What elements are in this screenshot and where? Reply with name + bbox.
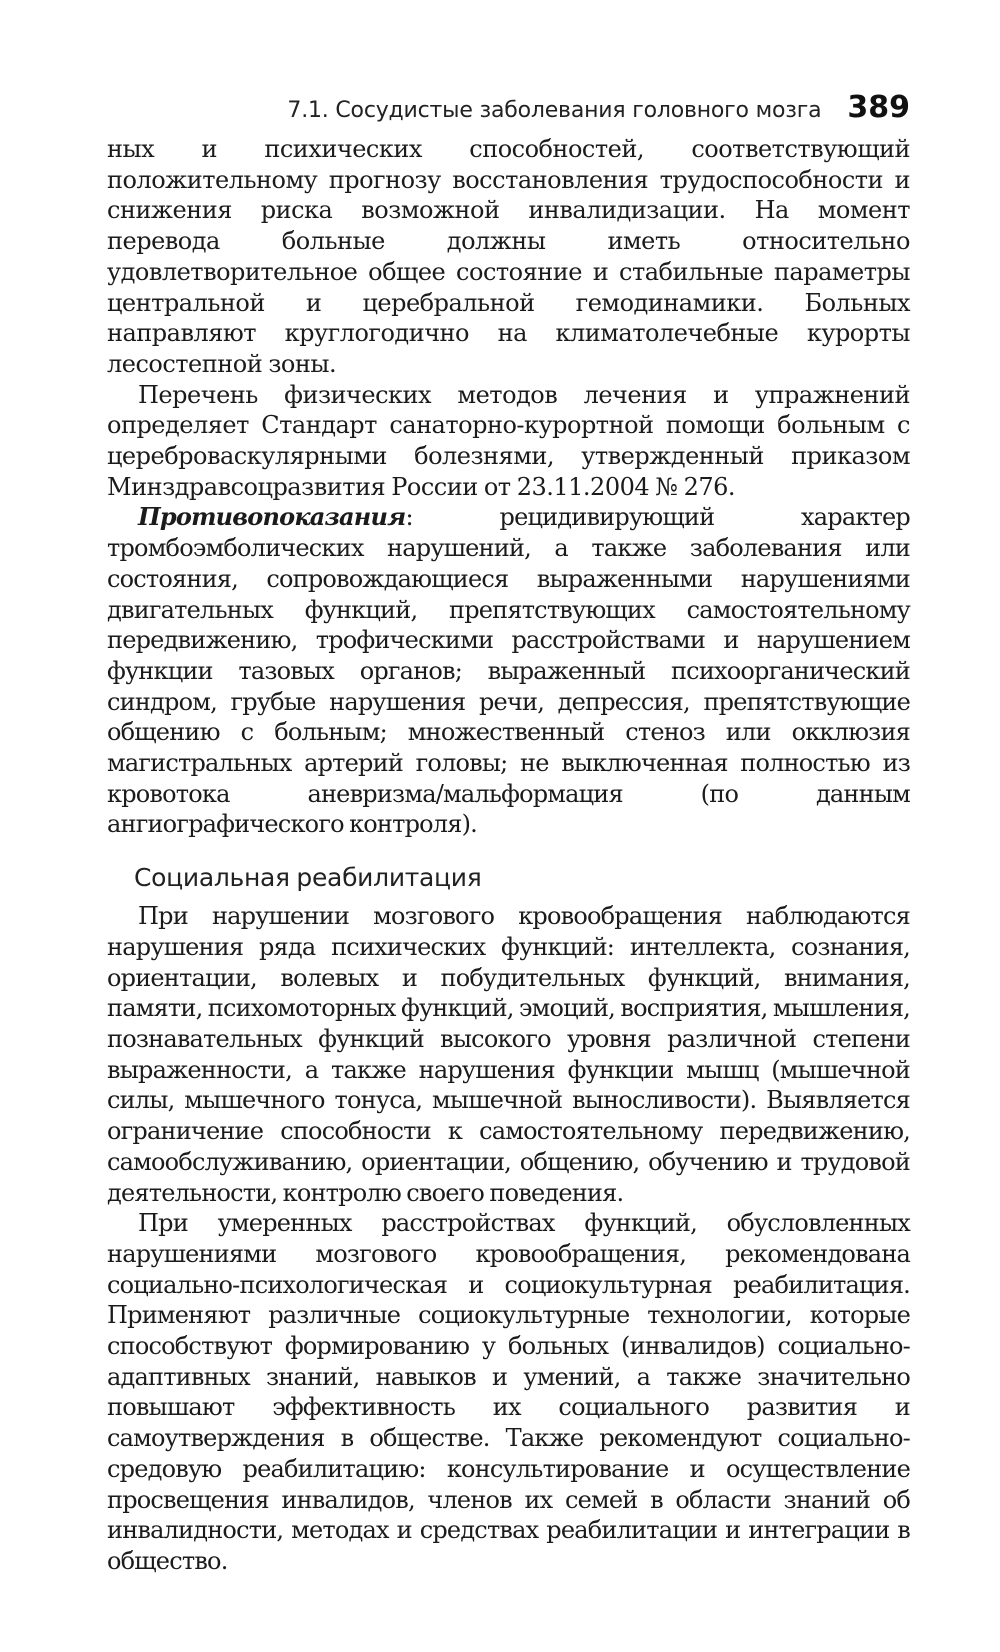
- contraindications-text: : рецидивирующий характер тромбоэмболических нарушений, а также заболевания или состояния, сопровождающиеся выраженными нарушениями двигательных функций, препятствующих самостоятельному передвижению, трофическими расстройствами и нарушением функции тазовых органов; выраженный психоорганический синдром, грубые нарушения речи, депрессия, препятствующие общению с больным; множественный стеноз или окклюзия магистральных артерий головы; не выключенная полностью из кровотока аневризма/мальформация (по данным ангиографического контроля).: [107, 503, 910, 839]
- paragraph-continuation: ных и психических способностей, соответствующий положительному прогнозу восстановления трудоспособности и снижения риска возможной инвалидизации. На момент перевода больные должны иметь относительно удовлетворительное общее состояние и стабильные параметры центральной и церебральной гемодинамики. Больных направляют круглогодично на климатолечебные курорты лесостепной зоны.: [107, 135, 910, 378]
- running-header: [105, 90, 910, 138]
- section-heading-social-rehabilitation: Социальная реабилитация: [134, 863, 482, 893]
- contraindications-term: Противопоказания: [138, 502, 406, 532]
- paragraph-methods-standard: Перечень физических методов лечения и упражнений определяет Стандарт санаторно-курортной помощи больным с цереброваскулярными болезнями, утвержденный приказом Минздравсоцразвития России от 23.11.2004 № 276.: [107, 380, 910, 501]
- paragraph-mental-function-disorders: При нарушении мозгового кровообращения наблюдаются нарушения ряда психических функций: интеллекта, сознания, ориентации, волевых и побудительных функций, внимания, памяти, психомоторных функций, эмоций, восприятия, мышления, познавательных функций высокого уровня различной степени выраженности, а также нарушения функции мышц (мышечной силы, мышечного тонуса, мышечной выносливости). Выявляется ограничение способности к самостоятельному передвижению, самообслуживанию, ориентации, общению, обучению и трудовой деятельности, контролю своего поведения.: [107, 902, 910, 1207]
- paragraph-contraindications: [107, 502, 910, 840]
- body-text: [107, 134, 910, 1577]
- running-title: 7.1. Сосудистые заболевания головного мозга: [287, 98, 822, 123]
- page-number: 389: [847, 90, 910, 125]
- paragraph-social-rehabilitation-technologies: При умеренных расстройствах функций, обусловленных нарушениями мозгового кровообращения, рекомендована социально-психологическая и социокультурная реабилитация. Применяют различные социокультурные технологии, которые способствуют формированию у больных (инвалидов) социально-адаптивных знаний, навыков и умений, а также значительно повышают эффективность их социального развития и самоутверждения в обществе. Также рекомендуют социально-средовую реабилитацию: консультирование и осуществление просвещения инвалидов, членов их семей в области знаний об инвалидности, методах и средствах реабилитации и интеграции в общество.: [107, 1209, 910, 1575]
